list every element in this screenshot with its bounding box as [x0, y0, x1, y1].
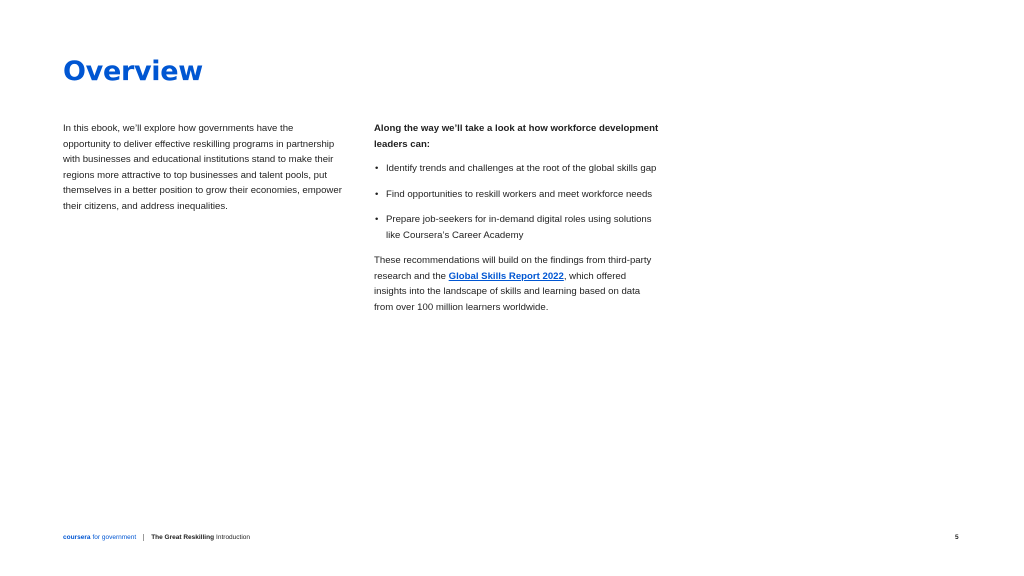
bullet-text: Prepare job-seekers for in-demand digital roles using solutions like Coursera’s Career Academy [386, 214, 652, 241]
lead-text: Along the way we’ll take a look at how workforce development leaders can: [374, 123, 659, 150]
intro-column [63, 121, 343, 214]
intro-paragraph: In this ebook, we’ll explore how governments have the opportunity to deliver effective reskilling programs in partnership with businesses and educational institutions stand to make their regions more attractive to top businesses and talent pools, put themselves in a better position to grow their economies, empower their citizens, and address inequalities. [63, 123, 342, 212]
closing-text-end: , which offered insights into the landscape of skills and learning based on data from over 100 million learners worldwide. [374, 270, 641, 313]
coursera-logo: coursera [63, 534, 91, 541]
bullet-text: Find opportunities to reskill workers and meet workforce needs [386, 188, 653, 200]
global-skills-report-link[interactable]: Global Skills Report 2022 [448, 270, 564, 282]
list-item [374, 212, 659, 243]
page-title: Overview [63, 56, 203, 87]
section-name: Introduction [216, 534, 251, 541]
bullet-glyph: • [375, 188, 379, 200]
details-column [374, 121, 659, 315]
page-number: 5 [955, 534, 959, 541]
brand-subtitle: for government [92, 534, 137, 541]
bullet-text: Identify trends and challenges at the root of the global skills gap [386, 163, 657, 174]
footer-divider [143, 534, 144, 541]
closing-text-start: These recommendations will build on the findings from third-party research and the [374, 255, 652, 282]
list-item [374, 161, 659, 177]
page-footer [63, 534, 250, 541]
list-item [374, 187, 659, 203]
document-title: The Great Reskilling [151, 534, 215, 541]
bullet-glyph: • [375, 163, 379, 174]
bullet-glyph: • [375, 214, 379, 225]
bullet-list [374, 161, 659, 243]
closing-paragraph [374, 253, 659, 315]
